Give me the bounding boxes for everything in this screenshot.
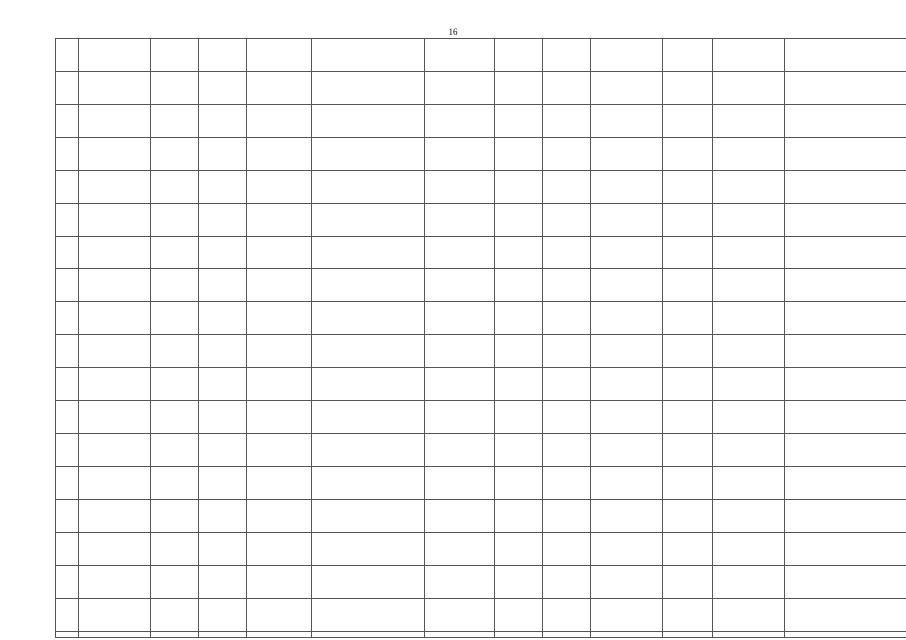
table-cell (713, 39, 785, 72)
table-cell (199, 236, 247, 269)
table-cell (199, 466, 247, 499)
table-row (56, 302, 906, 335)
table-cell (56, 565, 79, 598)
table-cell (785, 269, 906, 302)
table-cell (663, 104, 713, 137)
table-cell (312, 236, 425, 269)
table-cell (425, 565, 495, 598)
table-cell (591, 236, 663, 269)
table-cell (199, 401, 247, 434)
table-cell (543, 170, 591, 203)
table-cell (312, 302, 425, 335)
table-cell (713, 302, 785, 335)
table-cell (663, 203, 713, 236)
table-cell (79, 499, 151, 532)
table-cell (247, 203, 312, 236)
table-cell (591, 532, 663, 565)
table-cell (312, 434, 425, 467)
table-cell (56, 104, 79, 137)
table-cell (543, 499, 591, 532)
table-cell (425, 269, 495, 302)
table-cell (425, 368, 495, 401)
table-row (56, 236, 906, 269)
table-cell (543, 203, 591, 236)
table-cell (543, 532, 591, 565)
table-row (56, 434, 906, 467)
table-cell (591, 104, 663, 137)
table-cell (591, 466, 663, 499)
table-cell (713, 631, 785, 637)
table-cell (785, 236, 906, 269)
table-cell (312, 401, 425, 434)
table-cell (247, 499, 312, 532)
table-cell (495, 39, 543, 72)
table-cell (247, 401, 312, 434)
table-cell (663, 335, 713, 368)
table-cell (151, 170, 199, 203)
table-cell (79, 39, 151, 72)
table-cell (56, 302, 79, 335)
table-cell (495, 71, 543, 104)
table-cell (495, 170, 543, 203)
table-cell (713, 335, 785, 368)
table-cell (425, 466, 495, 499)
table-cell (591, 368, 663, 401)
table-cell (79, 532, 151, 565)
table-cell (495, 401, 543, 434)
table-cell (79, 170, 151, 203)
table-cell (543, 565, 591, 598)
table-cell (495, 302, 543, 335)
table-cell (312, 368, 425, 401)
table-row (56, 598, 906, 631)
table-row (56, 466, 906, 499)
table-cell (79, 434, 151, 467)
table-cell (79, 565, 151, 598)
table-cell (425, 434, 495, 467)
table-cell (312, 104, 425, 137)
table-cell (713, 401, 785, 434)
table-cell (543, 368, 591, 401)
table-cell (713, 434, 785, 467)
table-cell (56, 137, 79, 170)
table-cell (425, 39, 495, 72)
table-row (56, 269, 906, 302)
table-cell (199, 598, 247, 631)
table-cell (247, 532, 312, 565)
table-cell (495, 137, 543, 170)
table-cell (785, 499, 906, 532)
table-cell (56, 39, 79, 72)
table-cell (247, 104, 312, 137)
table-cell (663, 631, 713, 637)
table-cell (591, 335, 663, 368)
table-cell (312, 170, 425, 203)
table-cell (713, 71, 785, 104)
table-row (56, 137, 906, 170)
table-cell (312, 39, 425, 72)
table-cell (663, 401, 713, 434)
table-cell (543, 335, 591, 368)
table-row (56, 631, 906, 637)
table-cell (312, 71, 425, 104)
table-cell (663, 368, 713, 401)
table-cell (79, 71, 151, 104)
table-cell (591, 434, 663, 467)
table-cell (785, 203, 906, 236)
table-cell (495, 631, 543, 637)
table-row (56, 368, 906, 401)
table-cell (79, 104, 151, 137)
table-cell (79, 466, 151, 499)
table-cell (543, 269, 591, 302)
table-cell (199, 631, 247, 637)
table-cell (79, 401, 151, 434)
table-cell (543, 137, 591, 170)
table-cell (151, 466, 199, 499)
table-cell (199, 71, 247, 104)
table-cell (199, 302, 247, 335)
table-cell (425, 236, 495, 269)
table-cell (56, 269, 79, 302)
table-cell (425, 631, 495, 637)
table-cell (151, 565, 199, 598)
table-cell (425, 401, 495, 434)
table-cell (247, 335, 312, 368)
table-cell (56, 335, 79, 368)
table-cell (591, 71, 663, 104)
table-cell (79, 236, 151, 269)
table-cell (785, 598, 906, 631)
table-cell (425, 203, 495, 236)
table-cell (785, 434, 906, 467)
table-cell (247, 236, 312, 269)
table-cell (151, 368, 199, 401)
table-cell (543, 71, 591, 104)
table-cell (713, 203, 785, 236)
table-cell (713, 104, 785, 137)
table-cell (56, 532, 79, 565)
table-row (56, 499, 906, 532)
table-cell (151, 269, 199, 302)
table-cell (247, 71, 312, 104)
table-cell (663, 598, 713, 631)
table-cell (543, 236, 591, 269)
table-cell (199, 434, 247, 467)
table-cell (199, 39, 247, 72)
table-cell (56, 434, 79, 467)
table-row (56, 335, 906, 368)
table-cell (785, 137, 906, 170)
table-cell (79, 598, 151, 631)
table-cell (247, 434, 312, 467)
table-cell (199, 269, 247, 302)
table-cell (151, 631, 199, 637)
table-cell (591, 565, 663, 598)
table-cell (785, 39, 906, 72)
table-cell (151, 236, 199, 269)
table-cell (591, 203, 663, 236)
table-cell (56, 71, 79, 104)
table-cell (785, 335, 906, 368)
table-cell (247, 631, 312, 637)
table-cell (151, 499, 199, 532)
table-cell (79, 137, 151, 170)
table-cell (79, 302, 151, 335)
table-cell (495, 466, 543, 499)
table-cell (247, 466, 312, 499)
table-cell (591, 39, 663, 72)
table-cell (663, 434, 713, 467)
registry-table-frame (55, 38, 903, 638)
table-cell (247, 170, 312, 203)
table-cell (79, 269, 151, 302)
table-cell (663, 466, 713, 499)
table-cell (495, 104, 543, 137)
table-cell (247, 269, 312, 302)
table-cell (151, 137, 199, 170)
table-cell (663, 499, 713, 532)
table-cell (495, 434, 543, 467)
table-cell (543, 434, 591, 467)
table-cell (151, 71, 199, 104)
table-cell (199, 335, 247, 368)
table-cell (713, 499, 785, 532)
table-cell (785, 532, 906, 565)
table-cell (591, 170, 663, 203)
table-cell (312, 269, 425, 302)
table-cell (495, 203, 543, 236)
table-row (56, 104, 906, 137)
table-cell (425, 499, 495, 532)
table-row (56, 401, 906, 434)
table-cell (713, 137, 785, 170)
table-cell (247, 368, 312, 401)
table-cell (785, 466, 906, 499)
table-cell (56, 236, 79, 269)
table-cell (785, 302, 906, 335)
table-cell (663, 302, 713, 335)
table-cell (591, 499, 663, 532)
table-cell (199, 104, 247, 137)
table-cell (713, 466, 785, 499)
table-cell (79, 335, 151, 368)
table-cell (713, 532, 785, 565)
table-cell (56, 170, 79, 203)
table-cell (785, 104, 906, 137)
table-cell (56, 368, 79, 401)
table-cell (425, 71, 495, 104)
table-cell (151, 203, 199, 236)
table-cell (543, 598, 591, 631)
table-cell (199, 532, 247, 565)
table-cell (495, 335, 543, 368)
table-row (56, 39, 906, 72)
table-cell (785, 631, 906, 637)
table-cell (312, 335, 425, 368)
table-cell (151, 401, 199, 434)
table-row (56, 71, 906, 104)
table-cell (591, 631, 663, 637)
table-cell (151, 532, 199, 565)
table-cell (663, 532, 713, 565)
table-cell (199, 137, 247, 170)
table-cell (785, 565, 906, 598)
table-cell (312, 137, 425, 170)
table-cell (591, 137, 663, 170)
table-cell (56, 203, 79, 236)
table-cell (199, 170, 247, 203)
table-cell (543, 39, 591, 72)
table-cell (151, 598, 199, 631)
table-cell (543, 104, 591, 137)
table-cell (151, 335, 199, 368)
table-cell (425, 104, 495, 137)
table-row (56, 565, 906, 598)
table-cell (312, 203, 425, 236)
table-cell (543, 302, 591, 335)
table-cell (591, 269, 663, 302)
table-cell (425, 302, 495, 335)
table-cell (495, 368, 543, 401)
table-cell (663, 39, 713, 72)
table-cell (495, 269, 543, 302)
table-cell (151, 302, 199, 335)
table-cell (247, 39, 312, 72)
table-cell (785, 401, 906, 434)
table-cell (247, 565, 312, 598)
table-cell (713, 269, 785, 302)
table-cell (79, 631, 151, 637)
table-cell (425, 335, 495, 368)
table-cell (785, 368, 906, 401)
table-cell (495, 499, 543, 532)
table-cell (56, 598, 79, 631)
table-cell (495, 598, 543, 631)
table-cell (713, 565, 785, 598)
table-cell (151, 104, 199, 137)
table-cell (663, 137, 713, 170)
table-cell (591, 401, 663, 434)
table-cell (247, 598, 312, 631)
table-cell (425, 170, 495, 203)
table-cell (713, 368, 785, 401)
table-cell (79, 368, 151, 401)
table-cell (56, 499, 79, 532)
table-cell (79, 203, 151, 236)
table-cell (663, 565, 713, 598)
table-cell (785, 170, 906, 203)
table-cell (425, 532, 495, 565)
table-row (56, 532, 906, 565)
registry-table (55, 38, 906, 638)
table-cell (312, 598, 425, 631)
table-cell (713, 236, 785, 269)
table-cell (663, 71, 713, 104)
table-cell (663, 170, 713, 203)
table-cell (56, 631, 79, 637)
table-cell (495, 236, 543, 269)
table-cell (543, 401, 591, 434)
table-cell (312, 466, 425, 499)
table-cell (543, 631, 591, 637)
table-cell (713, 170, 785, 203)
table-cell (425, 598, 495, 631)
table-cell (591, 302, 663, 335)
table-cell (56, 401, 79, 434)
table-cell (312, 631, 425, 637)
table-cell (151, 39, 199, 72)
table-cell (663, 236, 713, 269)
table-cell (56, 466, 79, 499)
table-cell (247, 302, 312, 335)
table-cell (495, 565, 543, 598)
table-cell (312, 565, 425, 598)
table-row (56, 170, 906, 203)
table-cell (425, 137, 495, 170)
table-cell (543, 466, 591, 499)
table-cell (199, 499, 247, 532)
table-cell (663, 269, 713, 302)
table-cell (199, 203, 247, 236)
page-number: 16 (448, 27, 458, 37)
table-cell (713, 598, 785, 631)
table-cell (151, 434, 199, 467)
table-row (56, 203, 906, 236)
table-cell (785, 71, 906, 104)
table-cell (199, 368, 247, 401)
table-cell (312, 499, 425, 532)
table-cell (199, 565, 247, 598)
table-cell (247, 137, 312, 170)
table-cell (495, 532, 543, 565)
table-cell (591, 598, 663, 631)
table-cell (312, 532, 425, 565)
